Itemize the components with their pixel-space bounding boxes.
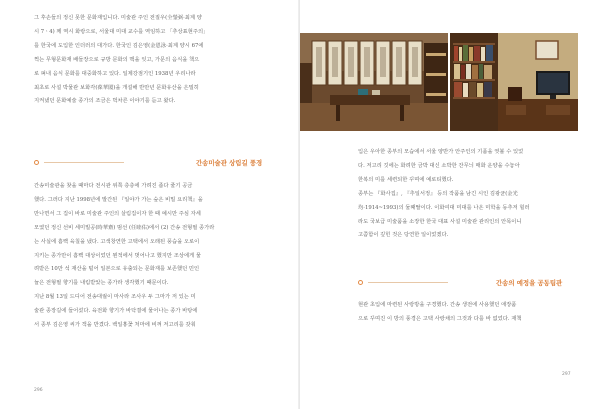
text-line: 찍는 무형문화재 배들장으로 규방 문화의 맥을 잇고, 가문의 음식을 책으 bbox=[34, 56, 200, 63]
section-divider bbox=[368, 282, 448, 283]
study-room-photo bbox=[300, 33, 448, 131]
section-bullet-icon bbox=[34, 160, 39, 165]
section-divider bbox=[44, 162, 124, 163]
text-line: 서 종부 김은영 씨가 객을 반겼다. 백일홍꽃 처마에 비껴 저고리를 갖춰 bbox=[34, 322, 196, 329]
text-line: 를 한국에 도입한 인더러의 대가다. 한국인 김은영(金恩泳·최계 양시 67에 bbox=[34, 42, 204, 49]
text-line: 으로 꾸며진 이 방의 풍경은 고택 사랑채의 그것과 다를 바 없었다. 재책 bbox=[358, 315, 522, 322]
bookshelf-room-illustration bbox=[450, 33, 578, 131]
text-line: 간송미술관을 찾을 때마다 전시관 위쪽 층층에 가려진 좁다 줄기 공금 bbox=[34, 183, 193, 189]
text-line: 지난 8월 13일 드디어 전송대궐이 마사라 조사우 두 그마가 저 있는 미 bbox=[34, 294, 196, 301]
text-line: 현관 초입에 마련된 사랑방을 구경했다. 간송 생전에 사용했던 애장품 bbox=[358, 302, 517, 308]
text-line: 최초로 사설 박물관 보화각(葆華閣)을 개설해 반만년 문화유산을 은밀히 bbox=[34, 84, 199, 91]
body-paragraph bbox=[34, 180, 266, 333]
text-line: 지켜냈던 문화예술 종가의 조금은 벅차른 이야기를 듣고 왔다. bbox=[34, 98, 176, 105]
bookshelf-room-photo bbox=[450, 33, 578, 131]
text-line: 로 펴내 음식 문화를 대중화하고 있다. 일제강점기인 1938년 우리나라 bbox=[34, 70, 196, 77]
right-page bbox=[300, 0, 600, 409]
text-line: 만나면서 그 집이 바로 미술관 주인의 살림집이자 한 때 예시만 주심 자세 bbox=[34, 210, 201, 217]
text-line: 술관 종장길에 들어섰다. 육전화 향기가 바닥결에 물어나는 종가 바탕에 bbox=[34, 308, 198, 315]
text-line: 그 후손들의 정신 못한 문화재입니다. 미술관 주인 전질우(全鎣弼·최계 양 bbox=[34, 15, 202, 21]
text-line: 려받은 10만 석 재산을 털어 일본으로 유출되는 문화재를 보존했던 민인 bbox=[34, 266, 200, 273]
text-line: 늘은 전형필 향기를 내림받았는 종가라 생각했기 때문이다. bbox=[34, 280, 169, 287]
right-bottom-paragraph bbox=[358, 299, 580, 327]
text-line: 는 사실에 흠뻑 육칠을 냈다. 고색창연한 고택에서 오래된 풍습을 오로이 bbox=[34, 238, 200, 245]
section-title: 간송의 예정을 공동팀관 bbox=[496, 279, 563, 287]
text-line: 다. 저고리 깃에는 화려한 금박 대신 소박한 잔무늬 매화 운양을 수놓아 bbox=[358, 162, 520, 169]
text-line: 시 7ㆍ4) 께 역시 화랑으로, 서울대 미대 교수를 역임하고 「추상표현주의」 bbox=[34, 28, 209, 35]
text-line: 한복의 미를 세련되한 꾸며에 예로티했다. bbox=[358, 176, 454, 183]
study-room-illustration bbox=[300, 33, 448, 131]
text-line: 라도 국보급 미술품을 소장한 한국 대표 사설 미술관 관리인의 안목이니 bbox=[358, 218, 522, 225]
text-line: 모였던 정신 선비 세미빌공(時華齋) 범선 (任睦佑)에서 (2) 간송 전형필 종가라 bbox=[34, 224, 215, 231]
text-line: 했다. 그러다 지난 1998년에 발간된 『일야가 가는 숲은 비밀 요리책』을 bbox=[34, 196, 203, 203]
right-top-paragraph bbox=[358, 146, 580, 243]
text-line: 고쯤함이 깊힌 것은 당연한 일이었겠다. bbox=[358, 232, 449, 239]
text-line: 입은 우아한 종부의 모습에서 서울 양반가 안주인의 기품을 엿볼 수 있었 bbox=[358, 149, 524, 155]
text-line: 종부는 『화사집』, 『추일서정』 등의 작품을 남긴 시인 김광균(金光 bbox=[358, 190, 518, 197]
section-title: 간송미술관 상림길 풍경 bbox=[196, 159, 263, 167]
text-line: 均·1914~1993)의 둘째딸이다. 이화여대 미대를 나온 미학을 동추저 힐러 bbox=[358, 204, 530, 211]
text-line: 지키는 종가만이 흠뻑 대상이었던 뭔적에서 벗어나고 했지만 조상에게 물 bbox=[34, 252, 201, 259]
section-bullet-icon bbox=[358, 280, 363, 285]
page-number: 297 bbox=[562, 372, 571, 377]
intro-paragraph bbox=[34, 12, 266, 109]
page-number: 296 bbox=[34, 388, 43, 393]
